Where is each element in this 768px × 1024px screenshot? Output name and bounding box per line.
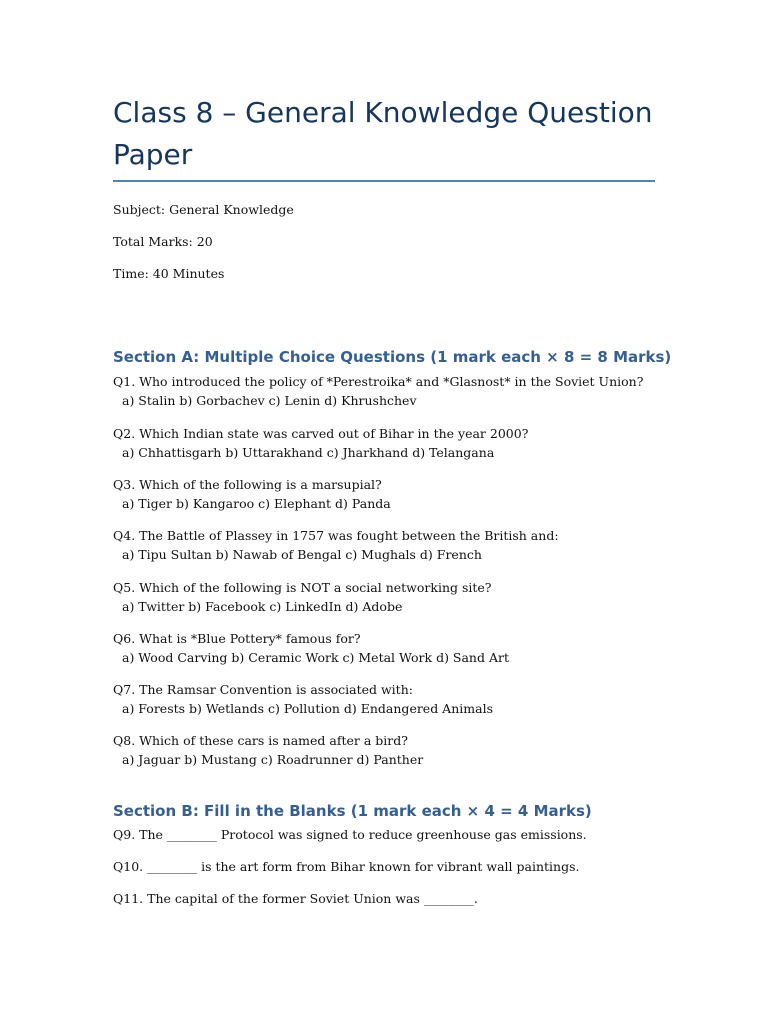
question-q2 xyxy=(113,424,528,462)
question-q6 xyxy=(113,629,509,667)
question-text: Q7. The Ramsar Convention is associated with: xyxy=(113,682,413,697)
question-q3 xyxy=(113,475,391,513)
section-a-heading: Section A: Multiple Choice Questions (1 mark each × 8 = 8 Marks) xyxy=(113,348,672,366)
question-text: Q10. ________ is the art form from Bihar known for vibrant wall paintings. xyxy=(113,859,580,874)
question-options: a) Tipu Sultan b) Nawab of Bengal c) Mughals d) French xyxy=(122,547,482,562)
question-text: Q3. Which of the following is a marsupial? xyxy=(113,477,382,492)
question-options: a) Chhattisgarh b) Uttarakhand c) Jharkhand d) Telangana xyxy=(122,445,495,460)
question-text: Q8. Which of these cars is named after a bird? xyxy=(113,733,408,748)
question-text: Q4. The Battle of Plassey in 1757 was fought between the British and: xyxy=(113,528,559,543)
question-text: Q2. Which Indian state was carved out of Bihar in the year 2000? xyxy=(113,426,529,441)
title-divider xyxy=(113,180,655,182)
question-text: Q5. Which of the following is NOT a social networking site? xyxy=(113,580,492,595)
question-q10 xyxy=(113,857,579,876)
question-q5 xyxy=(113,578,492,616)
question-options: a) Tiger b) Kangaroo c) Elephant d) Panda xyxy=(122,496,391,511)
question-options: a) Jaguar b) Mustang c) Roadrunner d) Panther xyxy=(122,752,424,767)
question-q8 xyxy=(113,731,423,769)
section-b-heading: Section B: Fill in the Blanks (1 mark each × 4 = 4 Marks) xyxy=(113,802,592,820)
document-title: Class 8 – General Knowledge Question Paper xyxy=(113,96,653,171)
question-q11 xyxy=(113,889,478,908)
question-options: a) Twitter b) Facebook c) LinkedIn d) Adobe xyxy=(122,599,403,614)
question-q4 xyxy=(113,526,559,564)
question-text: Q11. The capital of the former Soviet Union was ________. xyxy=(113,891,478,906)
question-q7 xyxy=(113,680,493,718)
question-options: a) Forests b) Wetlands c) Pollution d) Endangered Animals xyxy=(122,701,493,716)
question-q9 xyxy=(113,825,587,844)
question-text: Q1. Who introduced the policy of *Perestroika* and *Glasnost* in the Soviet Union? xyxy=(113,374,644,389)
time-line: Time: 40 Minutes xyxy=(113,266,225,281)
subject-line: Subject: General Knowledge xyxy=(113,202,294,217)
total-marks-line: Total Marks: 20 xyxy=(113,234,213,249)
question-options: a) Wood Carving b) Ceramic Work c) Metal Work d) Sand Art xyxy=(122,650,509,665)
question-text: Q6. What is *Blue Pottery* famous for? xyxy=(113,631,361,646)
question-q1 xyxy=(113,372,643,410)
question-text: Q9. The ________ Protocol was signed to reduce greenhouse gas emissions. xyxy=(113,827,587,842)
question-options: a) Stalin b) Gorbachev c) Lenin d) Khrushchev xyxy=(122,393,417,408)
